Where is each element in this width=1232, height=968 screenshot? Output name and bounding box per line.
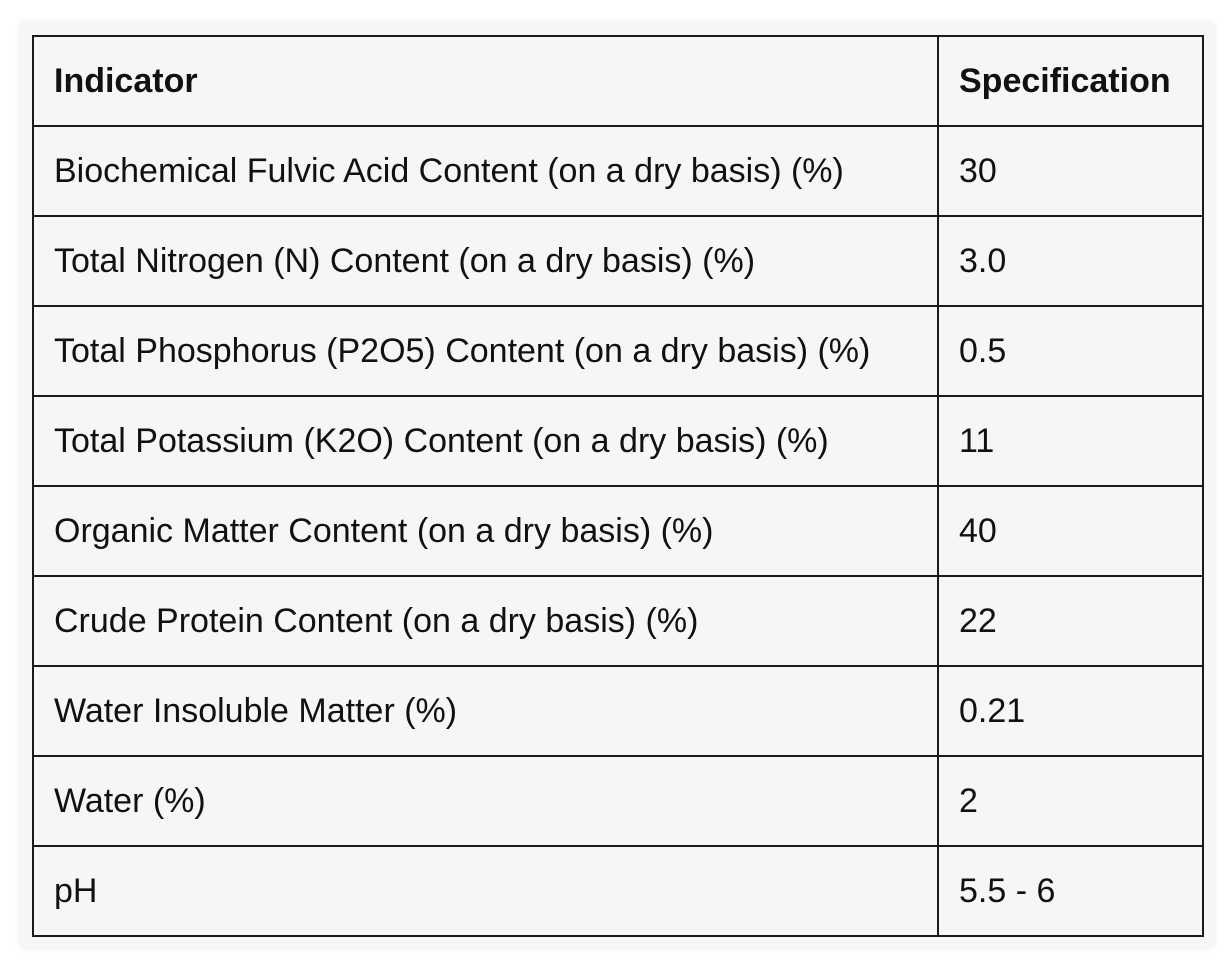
specification-cell: 5.5 - 6 [938,846,1203,936]
table-row [33,216,1203,306]
indicator-cell: Biochemical Fulvic Acid Content (on a dry basis) (%) [33,126,938,216]
specification-cell: 30 [938,126,1203,216]
specification-cell: 3.0 [938,216,1203,306]
indicator-cell: Organic Matter Content (on a dry basis) (%) [33,486,938,576]
specification-cell: 0.21 [938,666,1203,756]
table-row [33,576,1203,666]
indicator-cell: Water (%) [33,756,938,846]
table-row [33,486,1203,576]
table-row [33,846,1203,936]
header-indicator: Indicator [33,36,938,126]
indicator-cell: Water Insoluble Matter (%) [33,666,938,756]
table-row [33,666,1203,756]
table-header-row [33,36,1203,126]
indicator-cell: Total Nitrogen (N) Content (on a dry basis) (%) [33,216,938,306]
specification-cell: 22 [938,576,1203,666]
specification-cell: 2 [938,756,1203,846]
table-row [33,306,1203,396]
indicator-cell: Total Phosphorus (P2O5) Content (on a dry basis) (%) [33,306,938,396]
indicator-cell: pH [33,846,938,936]
table-row [33,396,1203,486]
specification-cell: 0.5 [938,306,1203,396]
specification-cell: 40 [938,486,1203,576]
indicator-cell: Crude Protein Content (on a dry basis) (%) [33,576,938,666]
specification-cell: 11 [938,396,1203,486]
table-row [33,756,1203,846]
header-specification: Specification [938,36,1203,126]
indicator-cell: Total Potassium (K2O) Content (on a dry basis) (%) [33,396,938,486]
table-row [33,126,1203,216]
spec-table [32,35,1204,937]
